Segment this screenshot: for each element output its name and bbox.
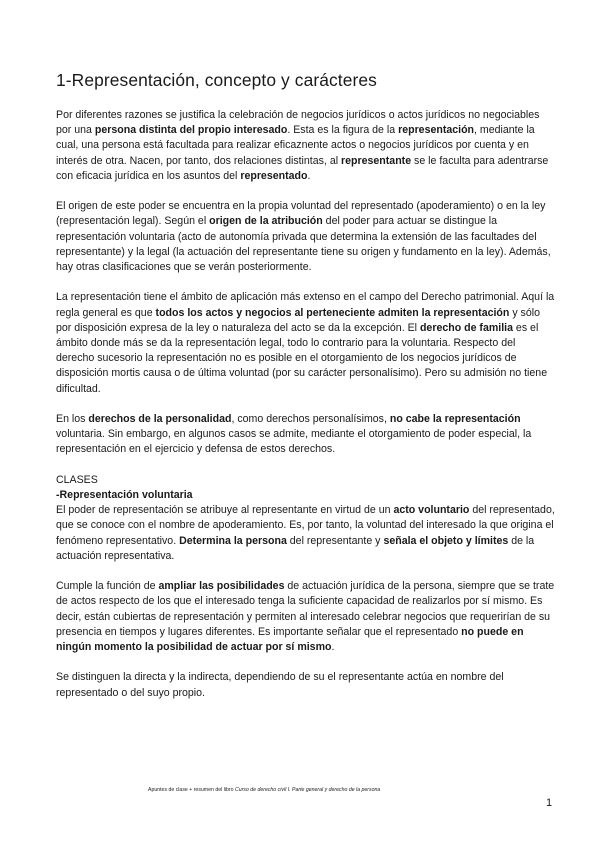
paragraph [56,412,556,458]
text-run: . Esta es la figura de la [287,124,399,137]
bold-text: todos los actos y negocios al perteneciente admiten la representación [155,306,510,319]
text-run: del poder para actuar se distingue la representación voluntaria (acto de autonomía privada que determina la extensión de las facultades del representante) y la legal (la actuación del representante tiene su origen y fundamento en la ley). Además, hay otras clasificaciones que se verán posteriormente. [56,215,551,274]
bold-text: señala el objeto y límites [383,534,509,547]
bold-text: no puede en ningún momento la posibilidad de actuar por sí mismo [56,625,524,654]
bold-text: origen de la atribución [209,215,323,228]
bold-text: -Representación voluntaria [56,489,193,502]
text-run: es el ámbito donde más se da la representación legal, todo lo contrario para la voluntaria. Respecto del derecho sucesorio la representación no es posible en el otorgamiento de los negocios jurídicos de disposición mortis causa o de última voluntad (por su carácter personalísimo). Pero su admisión no tiene dificultad. [56,321,548,395]
footer-prefix: Apuntes de clase + resumen del libro [148,787,235,793]
paragraph [56,473,556,564]
text-run: Cumple la función de [56,580,159,593]
footer-book-title: Curso de derecho civil I. Parte general y derecho de la persona [234,787,381,793]
paragraph [56,670,556,700]
bold-text: persona distinta del propio interesado [94,124,288,137]
text-run: En los [56,413,89,426]
bold-text: derecho de familia [419,321,513,334]
text-run: de la actuación representativa. [56,534,535,562]
text-run: , mediante la cual, una persona está facultada para realizar eficaznente actos o negocios jurídicos por cuenta y en interés de otra. Nacen, por tanto, dos relaciones distintas, al [56,124,535,167]
bold-text: acto voluntario [393,504,470,517]
document-body [56,108,556,716]
text-run: Se distinguen la directa y la indirecta, dependiendo de su el representante actúa en nombre del representado o del suyo propio. [56,671,504,699]
page-number: 1 [546,797,553,809]
text-run: La representación tiene el ámbito de aplicación más extenso en el campo del Derecho patrimonial. Aquí la regla general es que [56,291,555,319]
page-title: 1-Representación, concepto y carácteres [56,70,377,90]
text-run: voluntaria. Sin embargo, en algunos casos se admite, mediante el otorgamiento de poder especial, la representación en el ejercicio y defensa de estos derechos. [56,428,532,456]
text-run: El origen de este poder se encuentra en la propia voluntad del representado (apoderamiento) o en la ley (representación legal). Según el [56,200,546,228]
bold-text: representación [398,124,475,137]
bold-text: no cabe la representación [389,413,521,426]
text-run: Por diferentes razones se justifica la celebración de negocios jurídicos o actos jurídicos no negociables por una [56,109,540,137]
paragraph [56,199,556,275]
bold-text: derechos de la personalidad [88,413,232,426]
text-run: , como derechos personalísimos, [231,413,390,426]
bold-text: Determina la persona [179,534,287,547]
page-footer [148,787,478,793]
text-run: . [331,641,335,654]
paragraph [56,579,556,655]
text-run: El poder de representación se atribuye al representante en virtud de un [56,504,394,517]
bold-text: representante [341,154,412,167]
paragraph [56,290,556,396]
bold-text: ampliar las posibilidades [158,580,285,593]
text-run: del representado, que se conoce con el nombre de apoderamiento. Es, por tanto, la voluntad del interesado la que origina el fenómeno representativo. [56,504,555,547]
bold-text: representado [240,169,308,182]
text-run: se le faculta para adentrarse con eficacia jurídica en los asuntos del [56,154,549,182]
text-run: . [307,169,311,182]
text-run: CLASES [56,473,98,486]
text-run: de actuación jurídica de la persona, siempre que se trate de actos respecto de los que el interesado tenga la suficiente capacidad de realizarlos por sí mismo. Es decir, están cubiertas de representación y permiten al interesado celebrar negocios que requerirían de su presencia en tiempos y lugares diferentes. Es importante señalar que el representado [56,580,555,638]
text-run: y sólo por disposición expresa de la ley o naturaleza del acto se da la excepción. El [56,306,540,334]
text-run: del representante y [286,534,384,547]
paragraph [56,108,556,184]
